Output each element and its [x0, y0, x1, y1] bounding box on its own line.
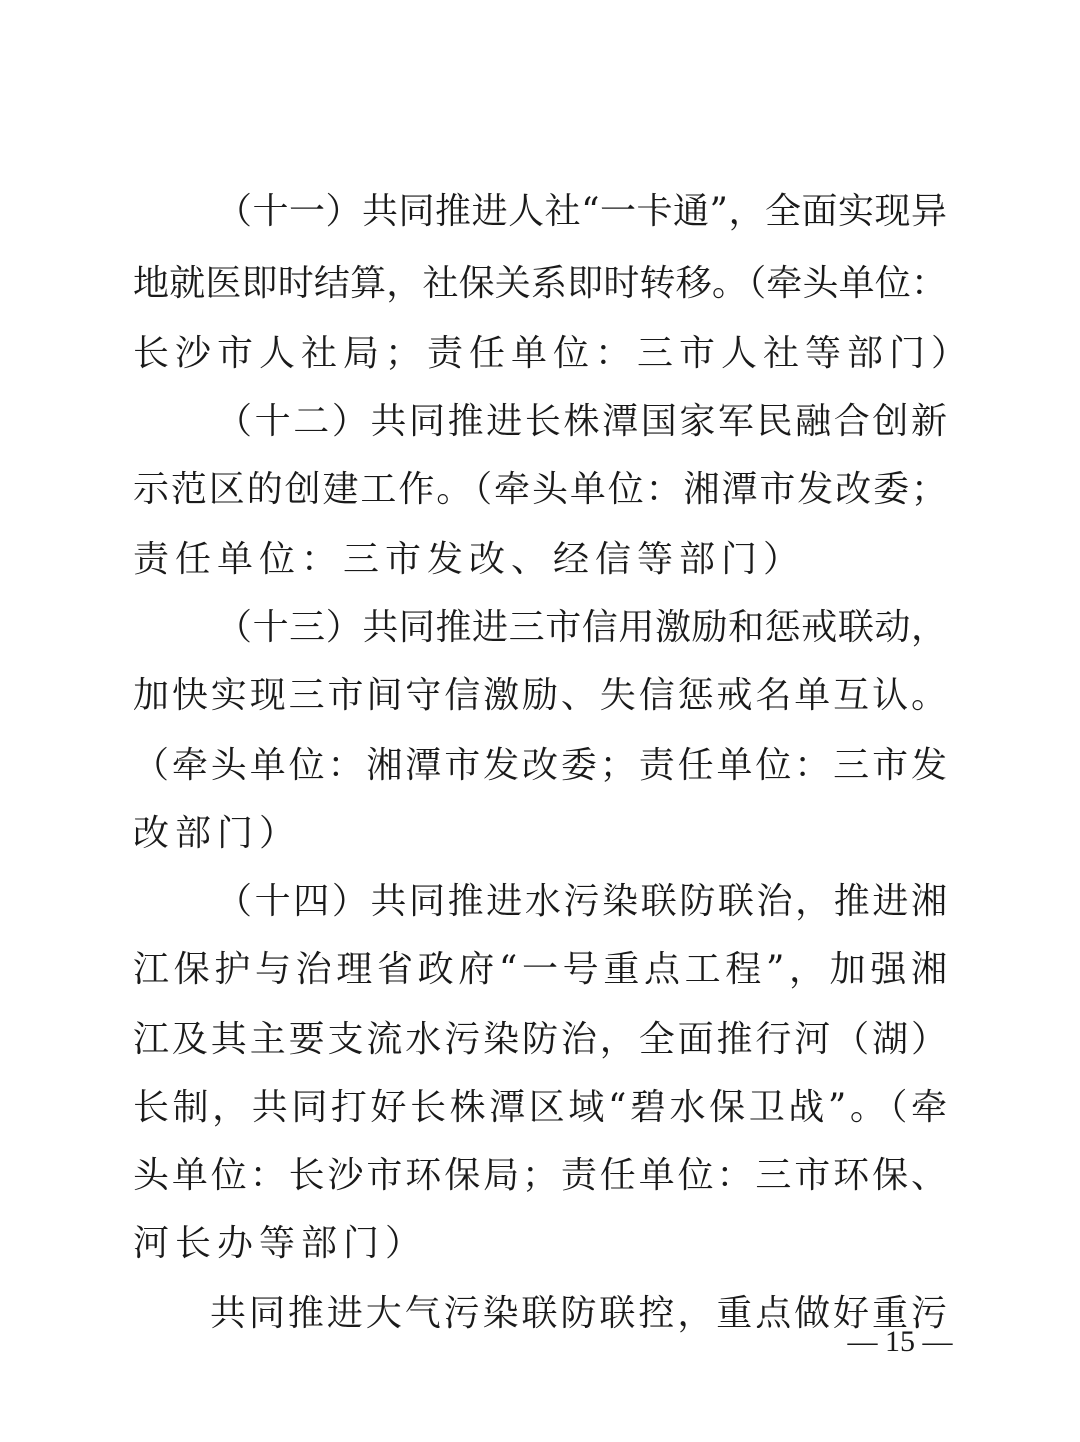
paragraph-14-line-6: 河长办等部门） — [133, 1223, 428, 1264]
paragraph-11-line-2: 地就医即时结算，社保关系即时转移。（牵头单位： — [133, 263, 947, 304]
paragraph-11-line-3: 长沙市人社局；责任单位：三市人社等部门） — [133, 333, 974, 374]
paragraph-13-line-1: （十三）共同推进三市信用激励和惩戒联动， — [216, 607, 947, 648]
paragraph-12-line-3: 责任单位：三市发改、经信等部门） — [133, 539, 806, 580]
paragraph-11-line-1: （十一）共同推进人社“一卡通”，全面实现异 — [216, 191, 947, 232]
paragraph-15-line-1: 共同推进大气污染联防联控，重点做好重污 — [210, 1293, 947, 1334]
paragraph-13-line-3: （牵头单位：湘潭市发改委；责任单位：三市发 — [133, 745, 947, 786]
paragraph-12-line-2: 示范区的创建工作。（牵头单位：湘潭市发改委； — [133, 469, 947, 510]
paragraph-14-line-2: 江保护与治理省政府“一号重点工程”，加强湘 — [133, 949, 947, 990]
paragraph-14-line-4: 长制，共同打好长株潭区域“碧水保卫战”。（牵 — [133, 1087, 947, 1128]
paragraph-12-line-1: （十二）共同推进长株潭国家军民融合创新 — [216, 401, 947, 442]
paragraph-13-line-2: 加快实现三市间守信激励、失信惩戒名单互认。 — [133, 675, 947, 716]
paragraph-13-line-4: 改部门） — [133, 813, 302, 854]
paragraph-14-line-3: 江及其主要支流水污染防治，全面推行河（湖） — [133, 1019, 947, 1060]
paragraph-14-line-5: 头单位：长沙市环保局；责任单位：三市环保、 — [133, 1155, 947, 1196]
page-number: — 15 — — [847, 1325, 953, 1358]
paragraph-14-line-1: （十四）共同推进水污染联防联治，推进湘 — [216, 881, 947, 922]
